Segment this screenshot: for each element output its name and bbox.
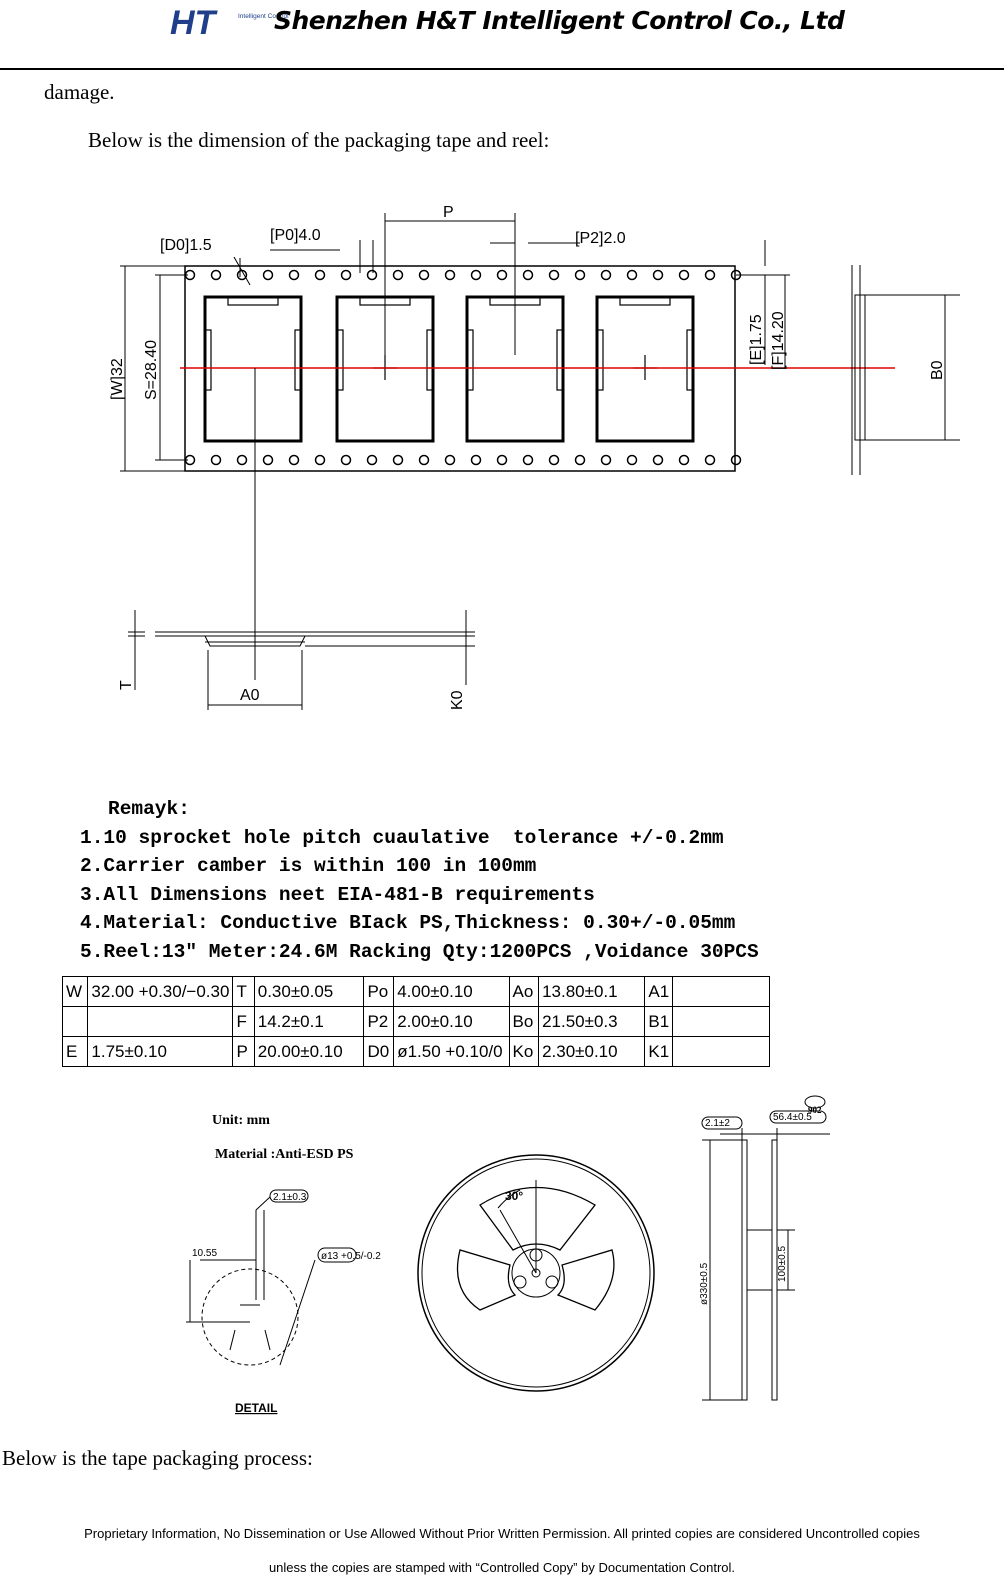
table-cell: E (63, 1037, 88, 1067)
table-cell: F (233, 1007, 254, 1037)
table-cell: 1.75±0.10 (88, 1037, 233, 1067)
remark-item: 5.Reel:13" Meter:24.6M Racking Qty:1200PCS ,Voidance 30PCS (80, 940, 759, 963)
label-e: [E]1.75 (748, 314, 765, 365)
table-cell: 20.00±0.10 (254, 1037, 364, 1067)
table-cell: K1 (645, 1037, 673, 1067)
table-cell (88, 1007, 233, 1037)
label-detail: DETAIL (235, 1401, 278, 1415)
remark-item: 3.All Dimensions neet EIA-481-B requirements (80, 883, 595, 906)
label-hub-width: 2.1±0.3 (273, 1192, 307, 1203)
tape-pockets (205, 297, 693, 441)
label-s: S=28.40 (143, 339, 160, 400)
body-text-damage: damage. (44, 80, 115, 104)
table-cell: 13.80±0.1 (539, 977, 645, 1007)
label-k0: K0 (449, 690, 466, 710)
label-hub-dia: ø13 +0.5/-0.2 (321, 1251, 381, 1262)
table-cell: W (63, 977, 88, 1007)
table-cell: 0.30±0.05 (254, 977, 364, 1007)
label-p: P (443, 204, 454, 221)
table-row (63, 1037, 770, 1067)
spec-table (62, 976, 770, 1067)
logo-text: HT (170, 4, 216, 42)
company-name: Shenzhen H&T Intelligent Control Co., Ltd (274, 6, 845, 35)
label-b0: B0 (929, 360, 946, 380)
remarks-block (80, 795, 759, 967)
label-p2: [P2]2.0 (575, 230, 626, 247)
table-cell (673, 1007, 770, 1037)
table-cell: Ko (509, 1037, 539, 1067)
table-cell: B1 (645, 1007, 673, 1037)
label-angle: 30° (505, 1189, 524, 1203)
table-cell: Ao (509, 977, 539, 1007)
tape-dimension-drawing (100, 195, 980, 735)
company-logo (170, 2, 289, 42)
table-cell: P2 (364, 1007, 394, 1037)
table-cell: 4.00±0.10 (394, 977, 509, 1007)
table-cell: 21.50±0.3 (539, 1007, 645, 1037)
table-cell: 14.2±0.1 (254, 1007, 364, 1037)
material-label: Material :Anti-ESD PS (215, 1147, 354, 1162)
label-w: [W]32 (109, 358, 126, 400)
label-d0: [D0]1.5 (160, 237, 212, 254)
table-cell (673, 977, 770, 1007)
remark-item: 2.Carrier camber is within 100 in 100mm (80, 855, 537, 878)
body-text-tape-intro: Below is the dimension of the packaging tape and reel: (88, 128, 550, 152)
logo-sub: Intelligent Control (238, 13, 289, 20)
table-row (63, 1007, 770, 1037)
label-outer-dia: ø330±0.5 (699, 1262, 710, 1305)
table-cell: 32.00 +0.30/−0.30 (88, 977, 233, 1007)
label-offset: 10.55 (192, 1248, 218, 1259)
sprocket-holes-top (186, 271, 741, 280)
table-cell: A1 (645, 977, 673, 1007)
label-t: T (118, 680, 135, 690)
label-hub-dia-side: 100±0.5 (777, 1245, 788, 1282)
remark-item: 1.10 sprocket hole pitch cuaulative tolerance +/-0.2mm (80, 826, 724, 849)
label-width: 56.4±0.5 (773, 1112, 812, 1123)
label-f: [F]14.20 (770, 311, 787, 370)
sprocket-holes-bottom (186, 456, 741, 465)
remark-item: 4.Material: Conductive BIack PS,Thickness: 0.30+/-0.05mm (80, 912, 736, 935)
unit-label: Unit: mm (212, 1113, 270, 1128)
table-cell: Bo (509, 1007, 539, 1037)
label-a0: A0 (240, 687, 260, 704)
table-cell: Po (364, 977, 394, 1007)
label-flange: 2.1±2 (705, 1118, 730, 1129)
body-text-process: Below is the tape packaging process: (2, 1446, 313, 1470)
table-cell: D0 (364, 1037, 394, 1067)
footer-line-1: Proprietary Information, No Dissemination or Use Allowed Without Prior Written Permission. All printed copies are considered Uncontrolled copies (84, 1526, 920, 1541)
table-cell: P (233, 1037, 254, 1067)
footer-line-2: unless the copies are stamped with “Controlled Copy” by Documentation Control. (268, 1560, 736, 1575)
label-p0: [P0]4.0 (270, 227, 321, 244)
table-cell: 2.30±0.10 (539, 1037, 645, 1067)
table-cell: T (233, 977, 254, 1007)
table-row (63, 977, 770, 1007)
reel-side-view (702, 1096, 830, 1400)
table-cell: ø1.50 +0.10/0 (394, 1037, 509, 1067)
label-note: 902 (808, 1105, 822, 1115)
reel-front-view (418, 1155, 654, 1391)
remarks-title: Remayk: (108, 798, 190, 820)
table-cell (673, 1037, 770, 1067)
table-cell: 2.00±0.10 (394, 1007, 509, 1037)
page-header (0, 0, 1004, 70)
table-cell (63, 1007, 88, 1037)
hub-detail-view (186, 1190, 356, 1365)
reel-drawing (180, 1110, 860, 1415)
